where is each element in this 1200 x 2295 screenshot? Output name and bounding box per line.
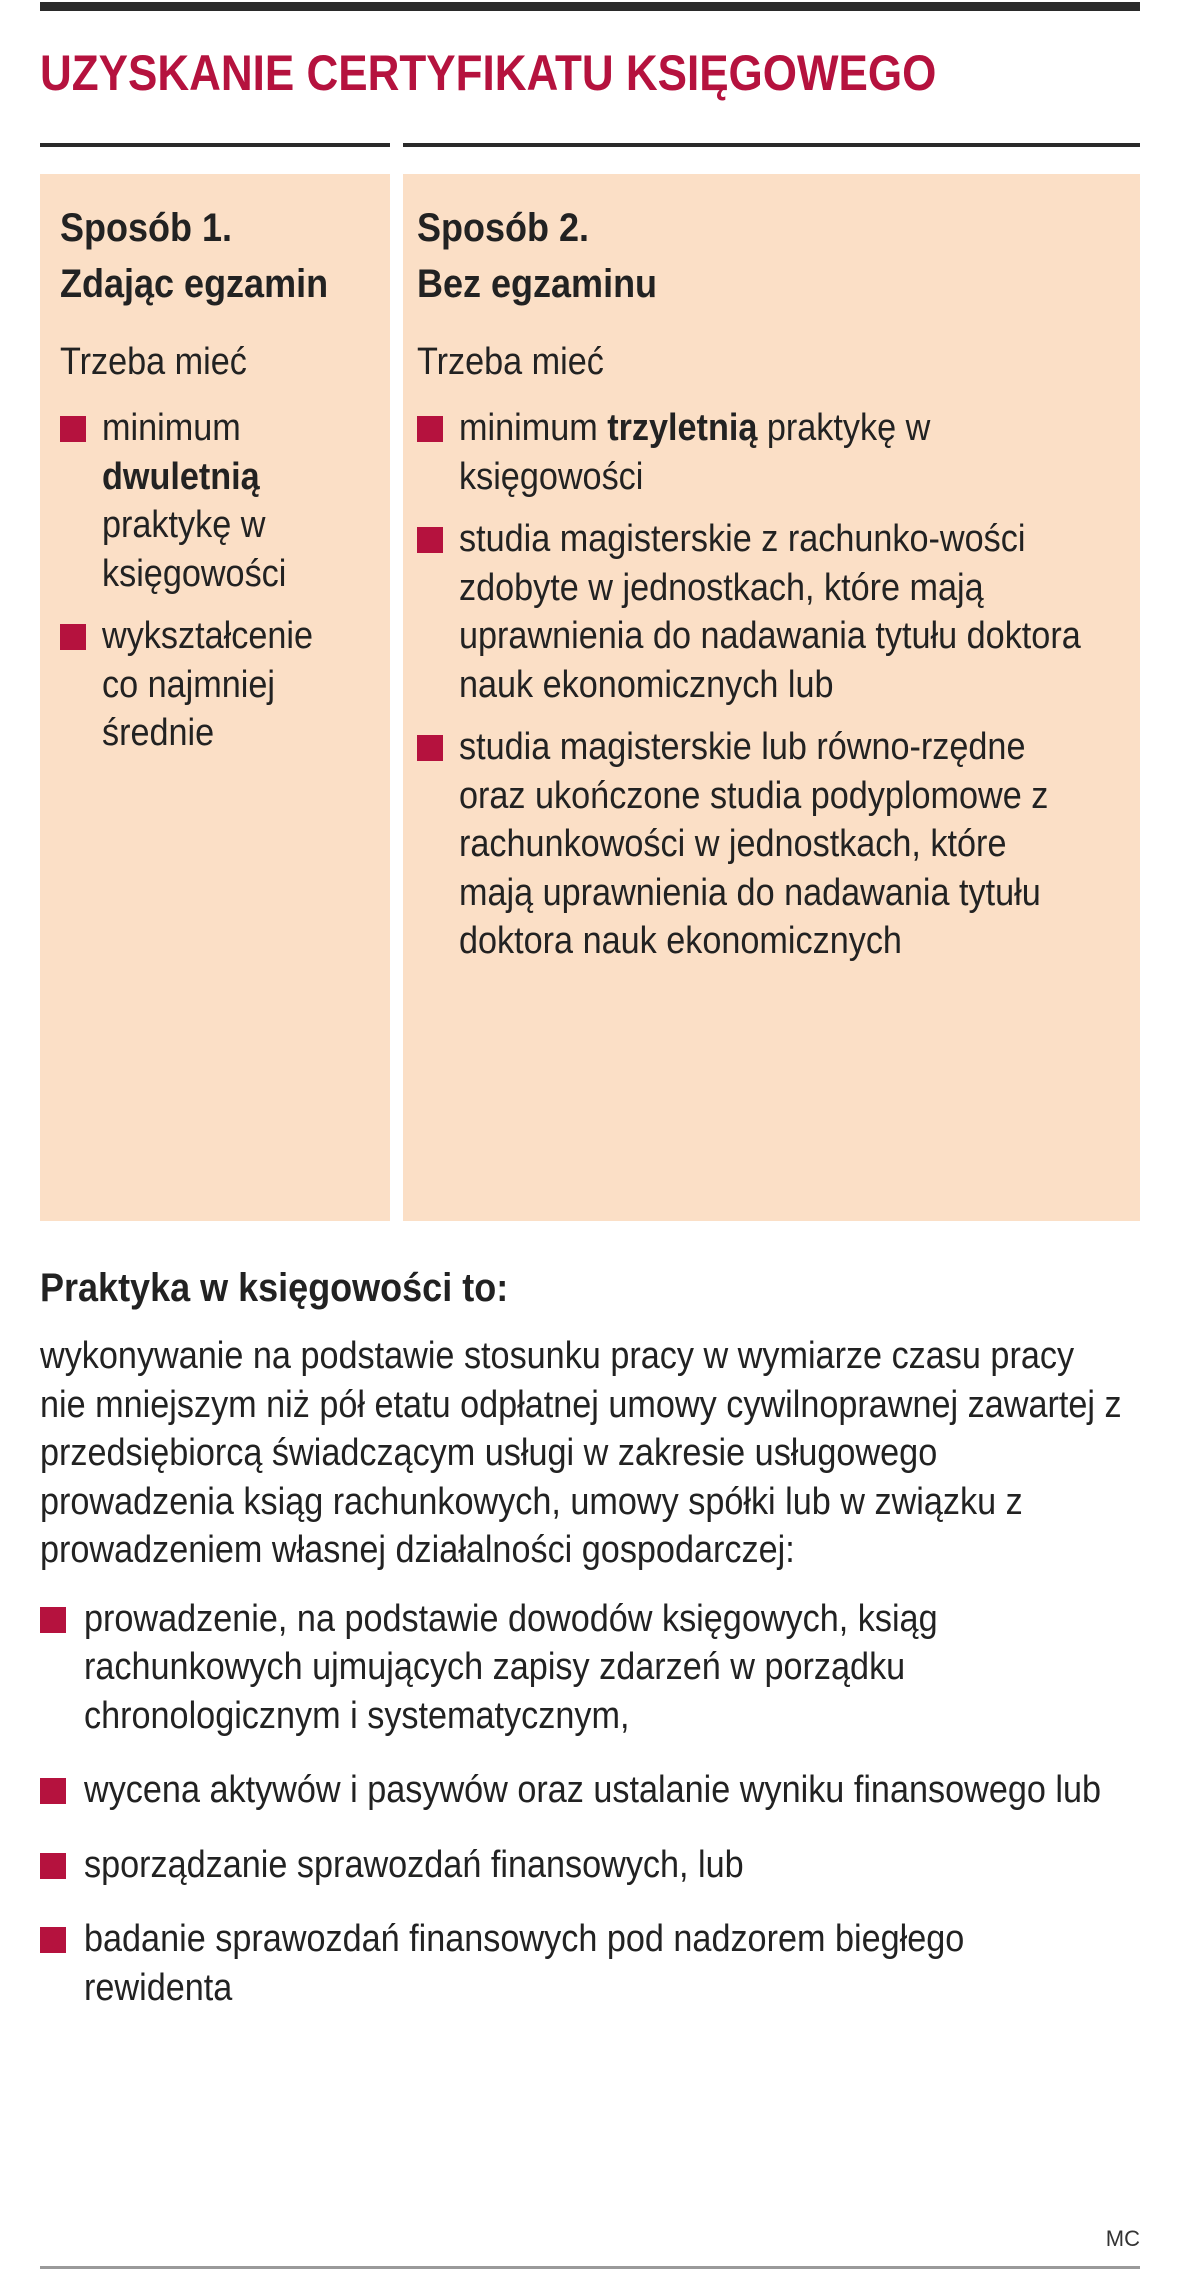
- method-2-list: [417, 404, 1140, 966]
- method-1-heading-line2: Zdając egzamin: [60, 262, 329, 306]
- method-2-need: Trzeba mieć: [417, 341, 604, 383]
- method-1-item1-post: praktykę w księgowości: [102, 504, 287, 595]
- method-2-item1-pre: minimum: [459, 407, 608, 449]
- bullet-square-icon: [40, 1853, 66, 1879]
- method-2-item1-post: praktykę w księgowości: [459, 407, 931, 498]
- list-item: [40, 1841, 1140, 1890]
- method-1-need: Trzeba mieć: [60, 341, 247, 383]
- method-1-item2: wykształcenie co najmniej średnie: [102, 615, 313, 754]
- list-item: [417, 515, 1140, 709]
- bullet-square-icon: [40, 1607, 66, 1633]
- practice-list: [40, 1595, 1140, 2013]
- method-2-heading-line2: Bez egzaminu: [417, 262, 658, 306]
- method-2-panel: [403, 174, 1140, 1221]
- top-rule: [40, 2, 1140, 11]
- method-1-heading-line1: Sposób 1.: [60, 206, 233, 250]
- bullet-square-icon: [40, 1778, 66, 1804]
- bullet-square-icon: [60, 624, 86, 650]
- bullet-square-icon: [417, 735, 443, 761]
- method-2-item3: studia magisterskie lub równo-rzędne oraz ukończone studia podyplomowe z rachunkowości w jednostkach, które mają uprawnienia do nadawania tytułu doktora nauk ekonomicznych: [459, 726, 1049, 962]
- practice-description: wykonywanie na podstawie stosunku pracy w wymiarze czasu pracy nie mniejszym niż pół etatu odpłatnej umowy cywilnoprawnej zawartej z przedsiębiorcą świadczącym usługi w zakresie usługowego prowadzenia ksiąg rachunkowych, umowy spółki lub w związku z prowadzeniem własnej działalności gospodarczej:: [40, 1335, 1122, 1571]
- list-item: [60, 612, 390, 758]
- list-item: [60, 404, 390, 598]
- method-2-item2: studia magisterskie z rachunko-wości zdobyte w jednostkach, które mają uprawnienia do nadawania tytułu doktora nauk ekonomicznych lub: [459, 518, 1081, 706]
- bottom-rule: [40, 2266, 1140, 2269]
- method-2-item1-bold: trzyletnią: [607, 407, 758, 449]
- list-item: [40, 1915, 1140, 2012]
- list-item: [417, 404, 1140, 501]
- method-1-item1-bold: dwuletnią: [102, 455, 260, 498]
- bullet-square-icon: [60, 416, 86, 442]
- bullet-square-icon: [40, 1927, 66, 1953]
- page-title: UZYSKANIE CERTYFIKATU KSIĘGOWEGO: [40, 45, 937, 101]
- method-1-panel: [40, 174, 390, 1221]
- practice-item-2: wycena aktywów i pasywów oraz ustalanie wyniku finansowego lub: [84, 1769, 1102, 1811]
- practice-item-1: prowadzenie, na podstawie dowodów księgowych, ksiąg rachunkowych ujmujących zapisy zdarzeń w porządku chronologicznym i systematycznym,: [84, 1597, 938, 1737]
- list-item: [40, 1595, 1140, 1741]
- title-rule-right: [403, 143, 1140, 147]
- bullet-square-icon: [417, 416, 443, 442]
- bullet-square-icon: [417, 527, 443, 553]
- author-signature: MC: [1105, 2226, 1140, 2251]
- practice-item-3: sporządzanie sprawozdań finansowych, lub: [84, 1843, 744, 1886]
- method-2-heading-line1: Sposób 2.: [417, 206, 590, 250]
- method-1-item1-pre: minimum: [102, 407, 241, 449]
- list-item: [40, 1766, 1140, 1815]
- method-1-list: [60, 404, 390, 758]
- practice-section: [40, 1238, 1140, 2038]
- practice-heading: Praktyka w księgowości to:: [40, 1266, 509, 1310]
- practice-item-4: badanie sprawozdań finansowych pod nadzorem biegłego rewidenta: [84, 1918, 965, 2009]
- list-item: [417, 723, 1140, 966]
- title-rule-left: [40, 143, 390, 147]
